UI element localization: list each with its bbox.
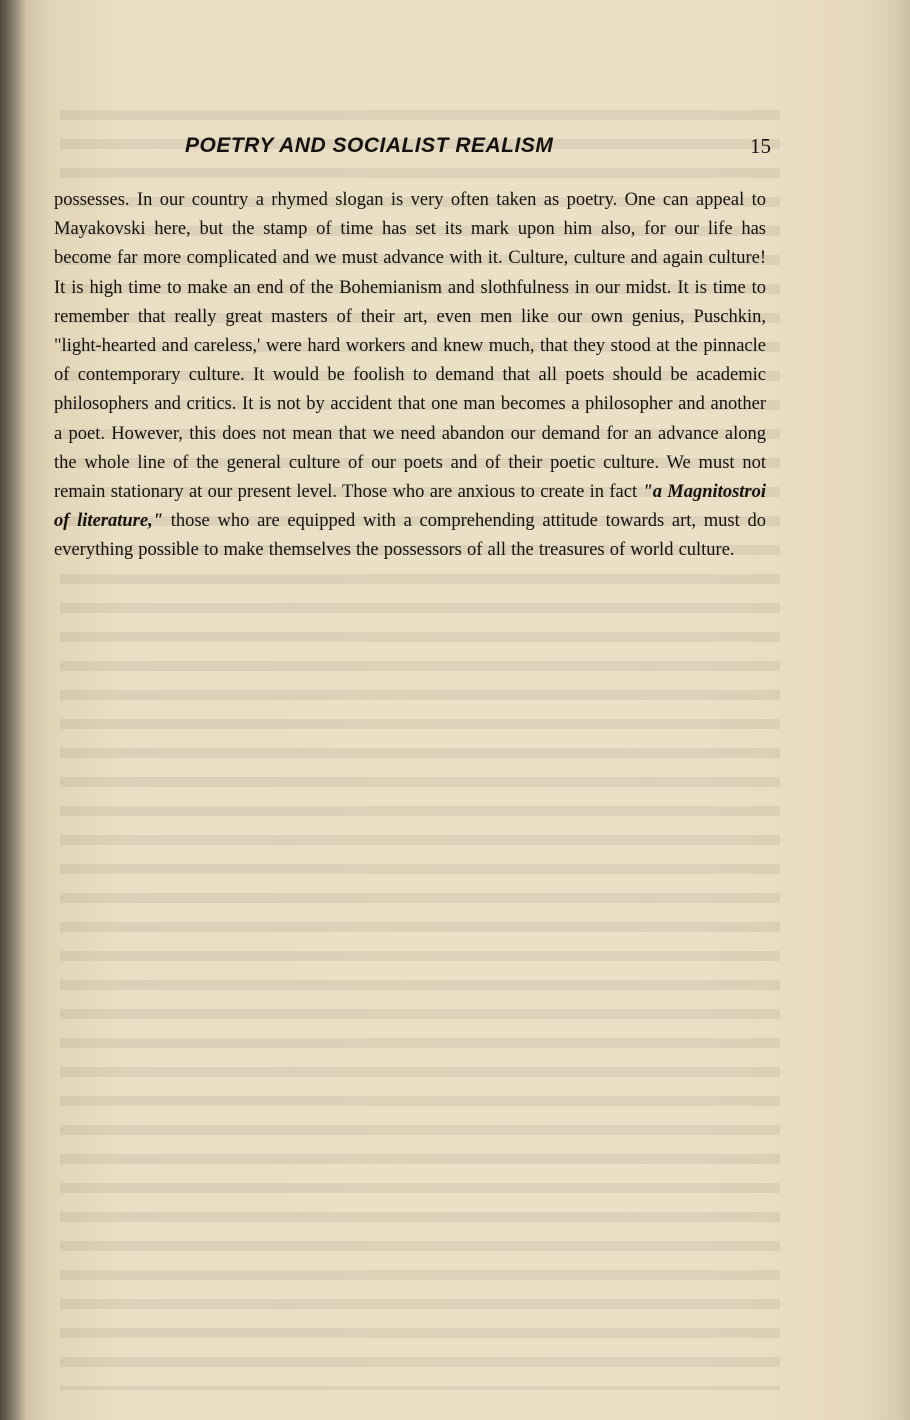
page-number: 15 <box>750 134 771 158</box>
paragraph-text: possesses. In our country a rhymed slogan is very often taken as poetry. One can appeal to Mayakovski here, but the stamp of time has set its mark upon him also, for our life has become far more complicated and we must advance with it. Culture, culture and again culture! It is high time to make an end of the Bohemianism and slothfulness in our midst. It is time to remember that really great masters of their art, even men like our own genius, Puschkin, "light-hearted and careless,' were hard workers and knew much, that they stood at the pinnacle of contemporary culture. It would be foolish to demand that all poets should be academic philosophers and critics. It is not by accident that one man becomes a philosopher and another a poet. However, this does not mean that we need abandon our demand for an advance along the whole line of the general culture of our poets and of their poetic culture. We must not remain stationary at our present level. Those who are anxious to create in fact <box>54 190 766 503</box>
emphasis-quote: "a Magnitostroi of literature," <box>54 482 766 532</box>
body-paragraph <box>54 186 766 566</box>
running-title: POETRY AND SOCIALIST REALISM <box>185 134 554 157</box>
spine-shadow <box>0 0 26 1420</box>
paragraph-text-end: those who are equipped with a comprehending attitude towards art, must do everything possible to make themselves the possessors of all the treasures of world culture. <box>54 511 766 561</box>
running-head <box>50 134 770 168</box>
